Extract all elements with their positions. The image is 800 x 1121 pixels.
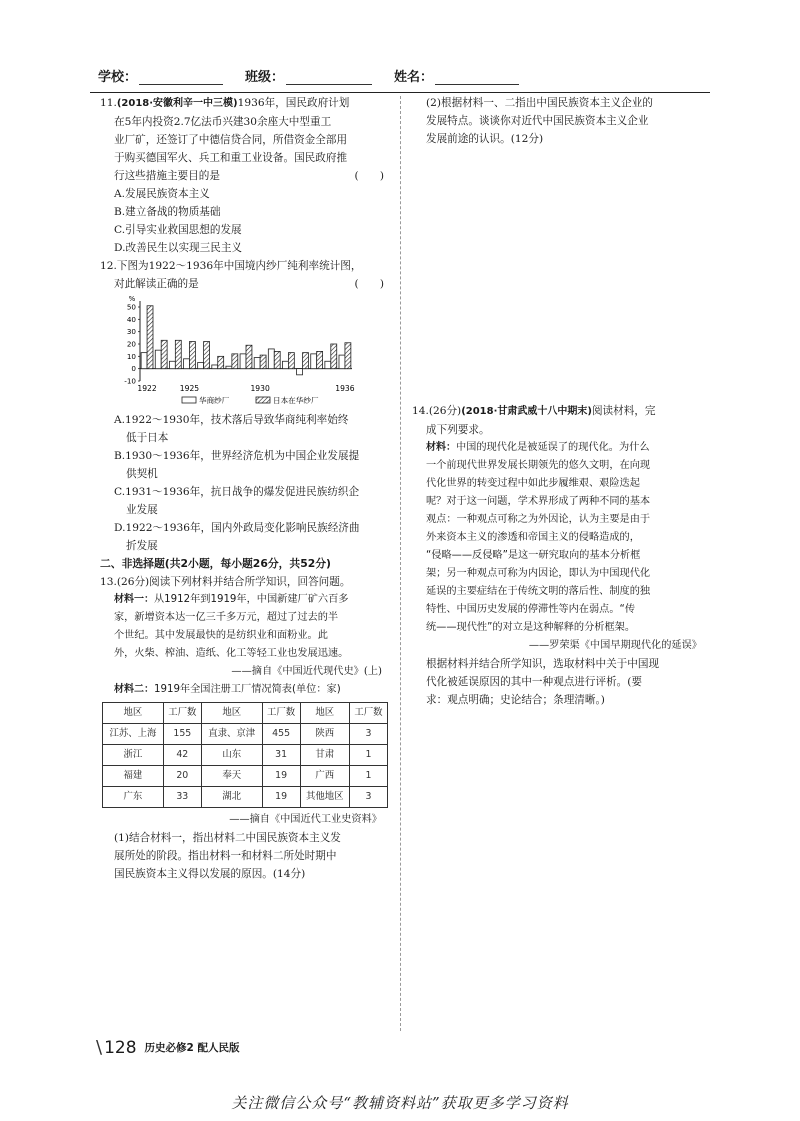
q11-line-1: 在5年内投资2.7亿法币兴建30余座大中型重工	[114, 116, 332, 128]
question-13	[100, 573, 388, 883]
bar-japanese-mill	[232, 354, 238, 369]
table-cell: 山东	[201, 745, 262, 766]
q13-sub1-line-1: 展所处的阶段。指出材料一和材料二所处时期中	[114, 850, 337, 862]
q14-m-line-7: 架；另一种观点可称为内因论，即认为中国现代化	[426, 568, 651, 579]
q14-m-line-10: 统——现代性”的对立是这种解释的分析框架。	[426, 622, 636, 633]
q14-head-line-2: 成下列要求。	[426, 424, 490, 436]
y-tick-label: 50	[126, 302, 136, 312]
bar-chinese-mill	[198, 363, 204, 369]
table-cell: 19	[262, 787, 300, 808]
bar-japanese-mill	[204, 342, 210, 369]
q13-sub1-line-2: 国民族资本主义得以发展的原因。(14分)	[114, 868, 306, 880]
q12-option-d-l2[interactable]: 折发展	[126, 540, 158, 552]
bar-chinese-mill	[339, 355, 345, 369]
y-tick-label: 20	[126, 339, 136, 349]
left-column	[100, 94, 388, 883]
bar-chinese-mill	[226, 366, 232, 368]
bar-chinese-mill	[240, 354, 246, 369]
school-field	[98, 66, 223, 85]
q13-m1-line-2: 个世纪。其中发展最快的是纺织业和面粉业。此	[114, 630, 328, 641]
q11-line-0: 1936年，国民政府计划	[237, 97, 350, 109]
student-info-header	[98, 66, 658, 88]
table-header: 地区	[103, 703, 164, 724]
x-tick-label: 1936	[335, 384, 355, 393]
q11-line-2: 业厂矿，还签订了中德信贷合同，所借资金全部用	[114, 134, 348, 146]
x-tick-label: 1922	[137, 384, 157, 393]
q14-head-rest: 阅读材料，完	[591, 405, 656, 417]
bar-chinese-mill	[268, 349, 274, 369]
yarn-mill-profit-chart	[100, 293, 388, 411]
q11-option-b[interactable]: B.建立备战的物质基础	[114, 206, 221, 218]
book-title: 历史必修2 配人民版	[144, 1042, 240, 1054]
q14-req-line-0: 根据材料并结合所学知识，选取材料中关于中国现	[426, 658, 660, 670]
q12-option-c-l1[interactable]: C.1931～1936年，抗日战争的爆发促进民族纺织企	[114, 486, 360, 498]
bar-japanese-mill	[260, 355, 266, 369]
question-12	[100, 257, 388, 555]
bar-chinese-mill	[311, 354, 317, 369]
bar-japanese-mill	[274, 351, 280, 368]
bar-chinese-mill	[297, 369, 303, 375]
y-unit-label: %	[128, 295, 136, 303]
table-cell: 奉天	[201, 766, 262, 787]
bar-chinese-mill	[141, 353, 147, 369]
q14-m-line-6: “侵略——反侵略”是这一研究取向的基本分析框	[426, 550, 641, 561]
class-label: 班级：	[245, 70, 285, 85]
bar-japanese-mill	[288, 353, 294, 369]
chart-svg	[100, 293, 388, 411]
q11-number: 11.	[100, 97, 117, 109]
q14-material-label: 材料：	[426, 442, 456, 453]
name-blank[interactable]	[435, 71, 519, 85]
q13-m2-text: 1919年全国注册工厂情况简表(单位：家)	[154, 684, 341, 695]
q14-req-line-2: 求：观点明确；史论结合；条理清晰。)	[426, 694, 605, 706]
q11-option-a[interactable]: A.发展民族资本主义	[114, 188, 210, 200]
school-label: 学校：	[98, 70, 138, 85]
q11-source: (2018·安徽利辛一中三模)	[116, 98, 238, 109]
class-blank[interactable]	[286, 71, 372, 85]
x-tick-label: 1930	[250, 384, 270, 393]
column-divider	[400, 96, 401, 1031]
q13-material2-label: 材料二：	[114, 684, 154, 695]
q14-m-line-3: 呢？对于这一问题，学术界形成了两种不同的基本	[426, 496, 651, 507]
q14-head: 14.(26分)	[412, 405, 462, 417]
y-tick-label: 40	[126, 314, 136, 324]
q14-m-line-4: 观点：一种观点可称之为外因论，认为主要是由于	[426, 514, 651, 525]
q13-intro: 13.(26分)阅读下列材料并结合所学知识，回答问题。	[100, 576, 351, 588]
table-header-row	[103, 703, 388, 724]
table-cell: 155	[163, 724, 201, 745]
table-cell: 31	[262, 745, 300, 766]
q14-m-line-0: 中国的现代化是被延误了的现代化。为什么	[456, 442, 650, 453]
q13-sub2-line-0: (2)根据材料一、二指出中国民族资本主义企业的	[426, 97, 653, 109]
q14-req-line-1: 代化被延误原因的其中一种观点进行评析。(要	[426, 676, 643, 688]
bar-japanese-mill	[218, 356, 224, 368]
bar-japanese-mill	[345, 343, 351, 369]
x-tick-label: 1925	[179, 384, 200, 393]
table-cell: 1	[349, 745, 387, 766]
section-2-title: 二、非选择题(共2小题，每小题26分，共52分)	[100, 557, 331, 570]
bar-japanese-mill	[175, 340, 181, 368]
q12-option-a-l2[interactable]: 低于日本	[126, 432, 169, 444]
table-cell: 直隶、京津	[201, 724, 262, 745]
page-number: 128	[104, 1037, 137, 1058]
name-label: 姓名：	[394, 70, 434, 85]
table-cell: 福建	[103, 766, 164, 787]
q11-answer-paren[interactable]: ( )	[354, 170, 384, 182]
q12-option-b-l1[interactable]: B.1930～1936年，世界经济危机为中国企业发展提	[114, 450, 360, 462]
bar-japanese-mill	[189, 342, 195, 369]
footer-slash-icon: \	[96, 1037, 103, 1058]
table-cell: 陕西	[300, 724, 349, 745]
y-tick-label: 30	[126, 327, 136, 337]
table-row	[103, 766, 388, 787]
bar-chinese-mill	[212, 365, 218, 369]
question-11	[100, 94, 388, 257]
right-column	[412, 94, 708, 709]
q14-m-line-9: 特性、中国历史发展的停滞性等内在弱点。“传	[426, 604, 636, 615]
q11-option-c[interactable]: C.引导实业救国思想的发展	[114, 224, 242, 236]
legend-label-chinese: 华商纱厂	[199, 396, 230, 405]
table-row	[103, 745, 388, 766]
bar-japanese-mill	[317, 351, 323, 368]
table-header: 工厂数	[262, 703, 300, 724]
q14-m-line-5: 外来资本主义的渗透和帝国主义的侵略造成的，	[426, 532, 640, 543]
legend-swatch-chinese	[182, 397, 196, 403]
bar-chinese-mill	[184, 359, 190, 369]
table-cell: 浙江	[103, 745, 164, 766]
table-cell: 42	[163, 745, 201, 766]
table-row	[103, 787, 388, 808]
table-cell: 20	[163, 766, 201, 787]
bar-chinese-mill	[254, 358, 260, 369]
q11-line-4: 行这些措施主要目的是	[114, 170, 220, 182]
answer-space[interactable]	[412, 148, 708, 402]
table-cell: 1	[349, 766, 387, 787]
legend-swatch-japanese	[256, 397, 270, 403]
q12-option-b-l2[interactable]: 供契机	[126, 468, 158, 480]
q14-m-line-8: 延误的主要症结在于传统文明的落后性、制度的独	[426, 586, 651, 597]
table-cell: 33	[163, 787, 201, 808]
q13-m1-source: ——摘自《中国近代现代史》(上)	[231, 666, 382, 677]
question-13-part-2	[412, 94, 708, 148]
table-cell: 其他地区	[300, 787, 349, 808]
q14-m-line-2: 代化世界的转变过程中如此步履维艰、艰险迭起	[426, 478, 640, 489]
y-tick-label: -10	[124, 376, 136, 386]
q13-m2-source: ——摘自《中国近代工业史资料》	[229, 814, 382, 825]
q12-line-0: 12.下图为1922～1936年中国境内纱厂纯利率统计图，	[100, 260, 362, 272]
q13-sub2-line-1: 发展特点。谈谈你对近代中国民族资本主义企业	[426, 115, 649, 127]
table-cell: 甘肃	[300, 745, 349, 766]
bar-japanese-mill	[331, 344, 337, 369]
legend-label-japanese: 日本在华纱厂	[273, 396, 319, 405]
table-cell: 3	[349, 787, 387, 808]
bar-japanese-mill	[303, 353, 309, 369]
bar-chinese-mill	[325, 361, 331, 368]
table-header: 地区	[300, 703, 349, 724]
table-row	[103, 724, 388, 745]
table-cell: 湖北	[201, 787, 262, 808]
school-blank[interactable]	[139, 71, 223, 85]
name-field	[394, 66, 519, 85]
table-cell: 广西	[300, 766, 349, 787]
header-divider	[90, 92, 710, 93]
q14-m-line-1: 一个前现代世界发展长期领先的悠久文明，在向现	[426, 460, 651, 471]
class-field	[245, 66, 372, 85]
q12-option-c-l2[interactable]: 业发展	[126, 504, 158, 516]
q13-m1-line-1: 家，新增资本达一亿三千多万元，超过了过去的半	[114, 612, 339, 623]
bottom-note: 关注微信公众号“教辅资料站”获取更多学习资料	[231, 1094, 569, 1112]
q13-sub1-line-0: (1)结合材料一，指出材料二中国民族资本主义发	[114, 832, 341, 844]
table-cell: 3	[349, 724, 387, 745]
factory-table	[102, 702, 388, 808]
bar-chinese-mill	[282, 361, 288, 368]
q13-sub2-line-2: 发展前途的认识。(12分)	[426, 133, 544, 145]
y-tick-label: 10	[126, 351, 136, 361]
y-tick-label: 0	[131, 364, 136, 374]
q11-option-d[interactable]: D.改善民生以实现三民主义	[114, 242, 243, 254]
table-cell: 19	[262, 766, 300, 787]
q13-m1-line-3: 外，火柴、榨油、造纸、化工等轻工业也发展迅速。	[114, 648, 349, 659]
page-footer	[96, 1037, 240, 1058]
table-header: 地区	[201, 703, 262, 724]
bar-japanese-mill	[161, 340, 167, 368]
q14-source: (2018·甘肃武威十八中期末)	[461, 406, 592, 417]
q13-m1-line-0: 从1912年到1919年，中国新建厂矿六百多	[154, 594, 349, 605]
table-header: 工厂数	[349, 703, 387, 724]
q14-m-source: ——罗荣渠《中国早期现代化的延误》	[528, 640, 702, 651]
bar-japanese-mill	[246, 345, 252, 368]
question-14	[412, 402, 708, 709]
table-cell: 455	[262, 724, 300, 745]
q12-option-a-l1[interactable]: A.1922～1930年，技术落后导致华商纯利率始终	[114, 414, 349, 426]
bar-chinese-mill	[169, 361, 175, 368]
table-cell: 广东	[103, 787, 164, 808]
bar-chinese-mill	[155, 350, 161, 369]
q13-material1-label: 材料一：	[114, 594, 154, 605]
q12-option-d-l1[interactable]: D.1922～1936年，国内外政局变化影响民族经济曲	[114, 522, 360, 534]
table-header: 工厂数	[163, 703, 201, 724]
q12-answer-paren[interactable]: ( )	[354, 278, 384, 290]
q12-line-1: 对此解读正确的是	[114, 278, 199, 290]
bar-japanese-mill	[147, 306, 153, 369]
table-cell: 江苏、上海	[103, 724, 164, 745]
q11-line-3: 于购买德国军火、兵工和重工业设备。国民政府推	[114, 152, 348, 164]
